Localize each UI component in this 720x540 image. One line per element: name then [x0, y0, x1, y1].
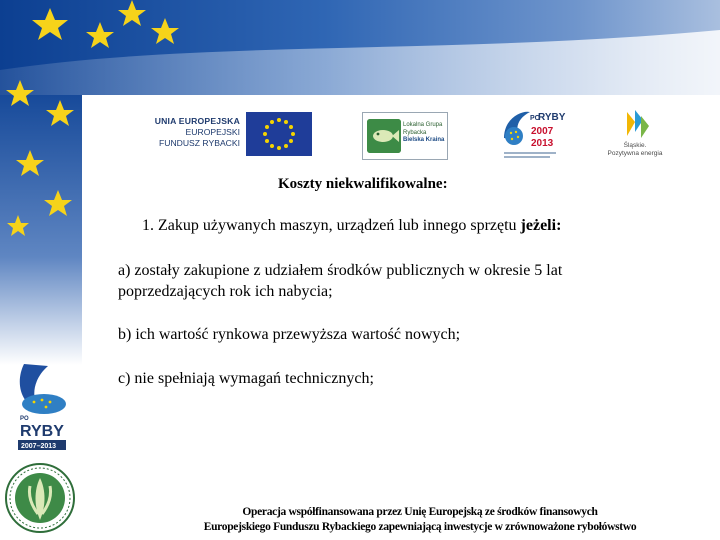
footer-line1: Operacja współfinansowana przez Unię Europejską ze środków finansowych [242, 506, 598, 518]
eu-flag-icon [246, 112, 312, 156]
item-b: b) ich wartość rynkowa przewyższa wartość nowych; [118, 326, 461, 343]
side-po-years: 2007–2013 [21, 443, 57, 450]
po-ryby-logo [500, 108, 566, 160]
slaskie-caption [605, 142, 665, 158]
point-1 [142, 217, 561, 235]
eu-fund-wordmark [150, 116, 240, 149]
po-year1: 2007 [531, 126, 554, 137]
eu-line2: EUROPEJSKI [185, 127, 240, 137]
footer [140, 505, 700, 535]
item-c: c) nie spełniają wymagań technicznych; [118, 370, 374, 387]
po-prefix: PO [530, 115, 541, 122]
lgr-line2: Rybacka [403, 129, 427, 136]
lgr-line1: Lokalna Grupa [403, 122, 443, 128]
side-po-prefix: PO [20, 416, 29, 422]
slaskie-line2: Pozytywna energia [607, 150, 663, 157]
slide-heading: Koszty niekwalifikowalne: [278, 176, 448, 192]
ministry-seal-icon [4, 462, 76, 534]
point-1-text: 1. Zakup używanych maszyn, urządzeń lub innego sprzętu [142, 217, 521, 234]
slaskie-emblem-icon [605, 108, 665, 140]
point-1-bold: jeżeli: [520, 217, 562, 234]
side-po-ryby-logo [14, 360, 70, 452]
slaskie-line1: Śląskie. [623, 142, 647, 149]
logo-row [150, 106, 670, 162]
po-name: RYBY [538, 112, 566, 123]
lgr-text [403, 122, 444, 145]
slaskie-logo [605, 108, 665, 162]
po-year2: 2013 [531, 138, 554, 149]
side-po-name: RYBY [20, 423, 64, 440]
item-a: a) zostały zakupione z udziałem środków publicznych w okresie 5 lat poprzedzających rok ich nabycia; [118, 262, 563, 300]
footer-line2: Europejskiego Funduszu Rybackiego zapewniającą inwestycje w zrównoważone rybołówstwo [203, 521, 637, 533]
lgr-logo [362, 112, 448, 160]
lgr-line3: Bielska Kraina [403, 137, 445, 143]
eu-line1: UNIA EUROPEJSKA [154, 116, 240, 126]
fish-icon [367, 119, 401, 153]
eu-line3: FUNDUSZ RYBACKI [158, 138, 240, 148]
